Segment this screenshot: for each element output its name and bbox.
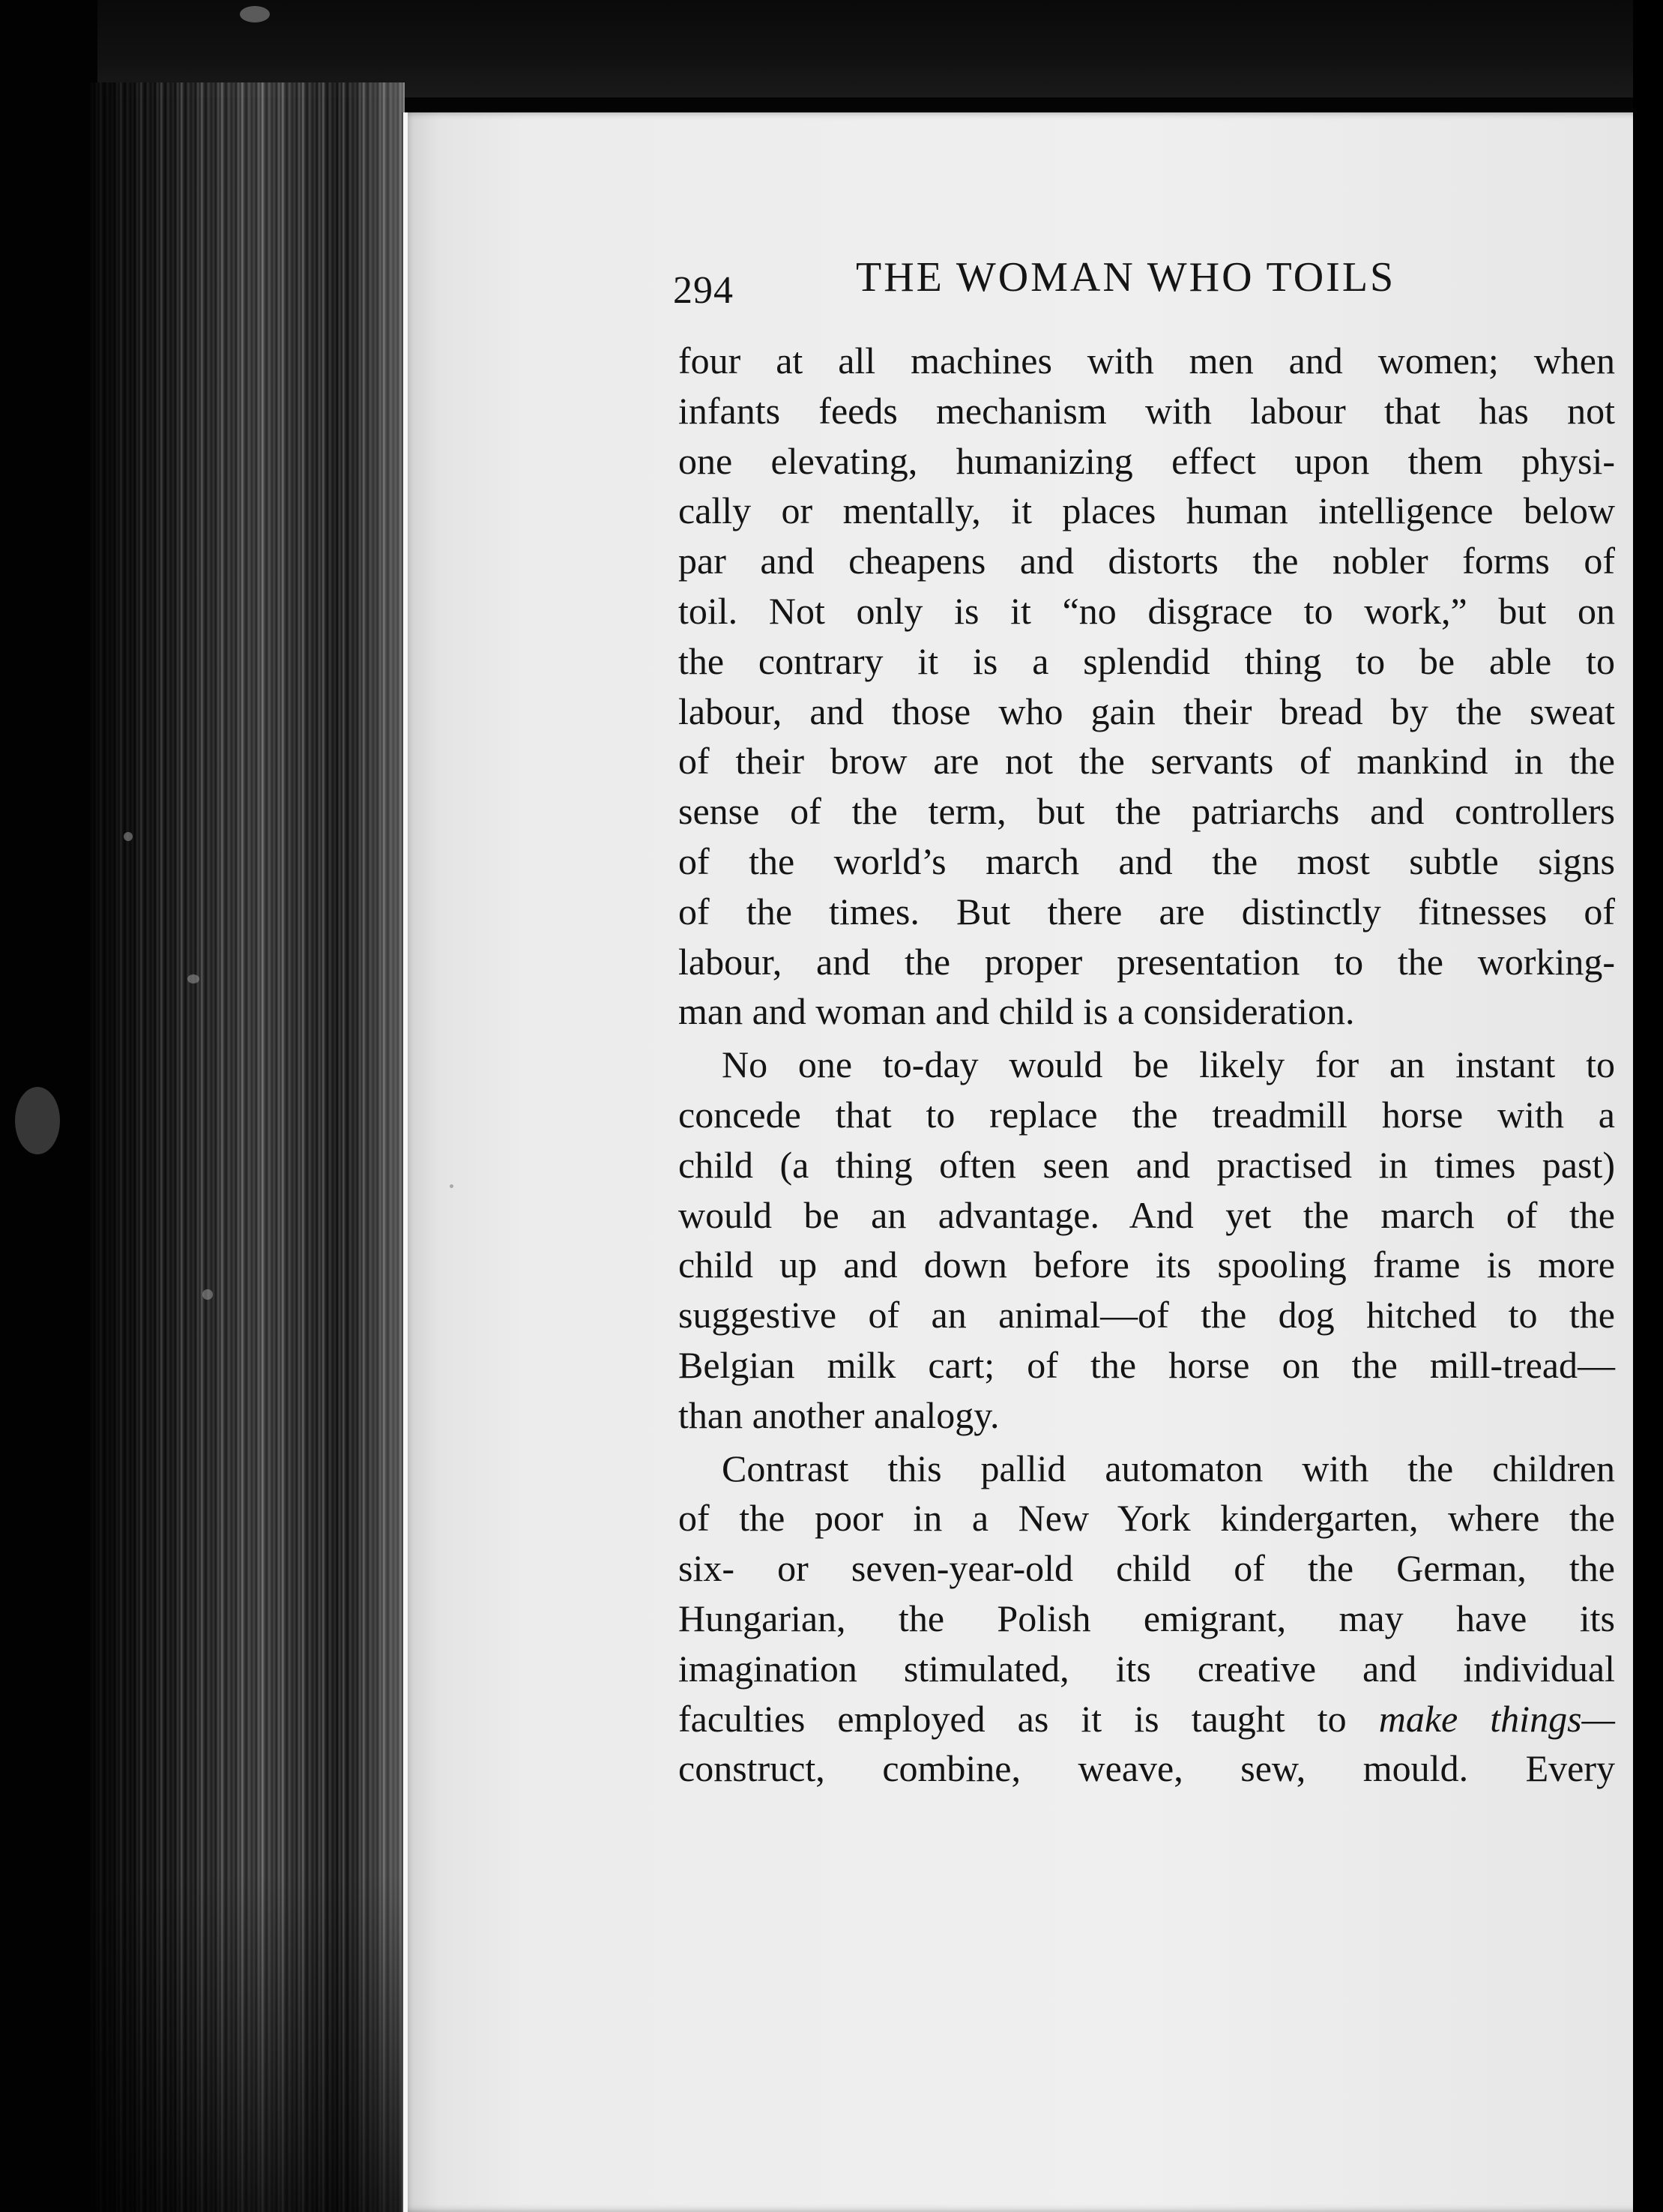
film-right-border bbox=[1633, 0, 1663, 2212]
text-line: No one to-day would be likely for an instant to bbox=[722, 1043, 1615, 1086]
dust-speck bbox=[187, 974, 199, 983]
dust-speck bbox=[450, 1184, 453, 1188]
text-line: child (a thing often seen and practised in times past) bbox=[678, 1143, 1615, 1186]
text-line: concede that to replace the treadmill horse with a bbox=[678, 1093, 1615, 1136]
text-line: one elevating, humanizing effect upon them physi- bbox=[678, 439, 1615, 482]
text-run: faculties employed as it is taught to bbox=[678, 1697, 1379, 1740]
text-line: Contrast this pallid automaton with the children bbox=[722, 1447, 1615, 1489]
text-line: the contrary it is a splendid thing to be able to bbox=[678, 639, 1615, 682]
page-edge-line bbox=[402, 112, 408, 2212]
text-line: of the times. But there are distinctly fitnesses of bbox=[678, 890, 1615, 932]
text-line: par and cheapens and distorts the nobler forms of bbox=[678, 540, 1615, 582]
text-line: Belgian milk cart; of the horse on the mill-tread— bbox=[678, 1343, 1615, 1386]
paragraph bbox=[678, 1444, 1615, 1794]
dust-speck bbox=[124, 832, 133, 841]
text-line: construct, combine, weave, sew, mould. Every bbox=[678, 1747, 1615, 1790]
dust-speck bbox=[240, 6, 270, 22]
running-title: THE WOMAN WHO TOILS bbox=[856, 254, 1396, 301]
text-line: sense of the term, but the patriarchs and controllers bbox=[678, 790, 1615, 833]
text-line: Hungarian, the Polish emigrant, may have its bbox=[678, 1597, 1615, 1639]
text-line: infants feeds mechanism with labour that has not bbox=[678, 389, 1615, 432]
text-line: six- or seven-year-old child of the German, the bbox=[678, 1547, 1615, 1590]
paragraph bbox=[678, 336, 1615, 1037]
text-line: cally or mentally, it places human intelligence below bbox=[678, 489, 1615, 532]
text-line: child up and down before its spooling frame is more bbox=[678, 1244, 1615, 1286]
text-line: toil. Not only is it “no disgrace to work,” but on bbox=[678, 589, 1615, 632]
text-line: labour, and those who gain their bread by the sweat bbox=[678, 690, 1615, 732]
text-line: imagination stimulated, its creative and individual bbox=[678, 1647, 1615, 1690]
text-line: labour, and the proper presentation to the working- bbox=[678, 940, 1615, 983]
text-line: four at all machines with men and women; when bbox=[678, 340, 1615, 382]
text-line: of the poor in a New York kindergarten, where the bbox=[678, 1497, 1615, 1540]
dust-speck bbox=[15, 1087, 60, 1154]
text-line: of their brow are not the servants of mankind in the bbox=[678, 740, 1615, 783]
italic-phrase: make things— bbox=[1378, 1697, 1615, 1740]
text-line bbox=[678, 1694, 1615, 1744]
body-text bbox=[678, 336, 1615, 1794]
text-line: man and woman and child is a consideration. bbox=[678, 990, 1355, 1033]
dust-speck bbox=[202, 1289, 213, 1300]
book-edge-shadow bbox=[90, 1874, 420, 2212]
text-line: than another analogy. bbox=[678, 1393, 1000, 1436]
paragraph bbox=[678, 1040, 1615, 1440]
text-line: would be an advantage. And yet the march of the bbox=[678, 1193, 1615, 1236]
page-number: 294 bbox=[673, 269, 734, 312]
text-line: of the world’s march and the most subtle signs bbox=[678, 840, 1615, 882]
text-line: suggestive of an animal—of the dog hitched to the bbox=[678, 1294, 1615, 1336]
